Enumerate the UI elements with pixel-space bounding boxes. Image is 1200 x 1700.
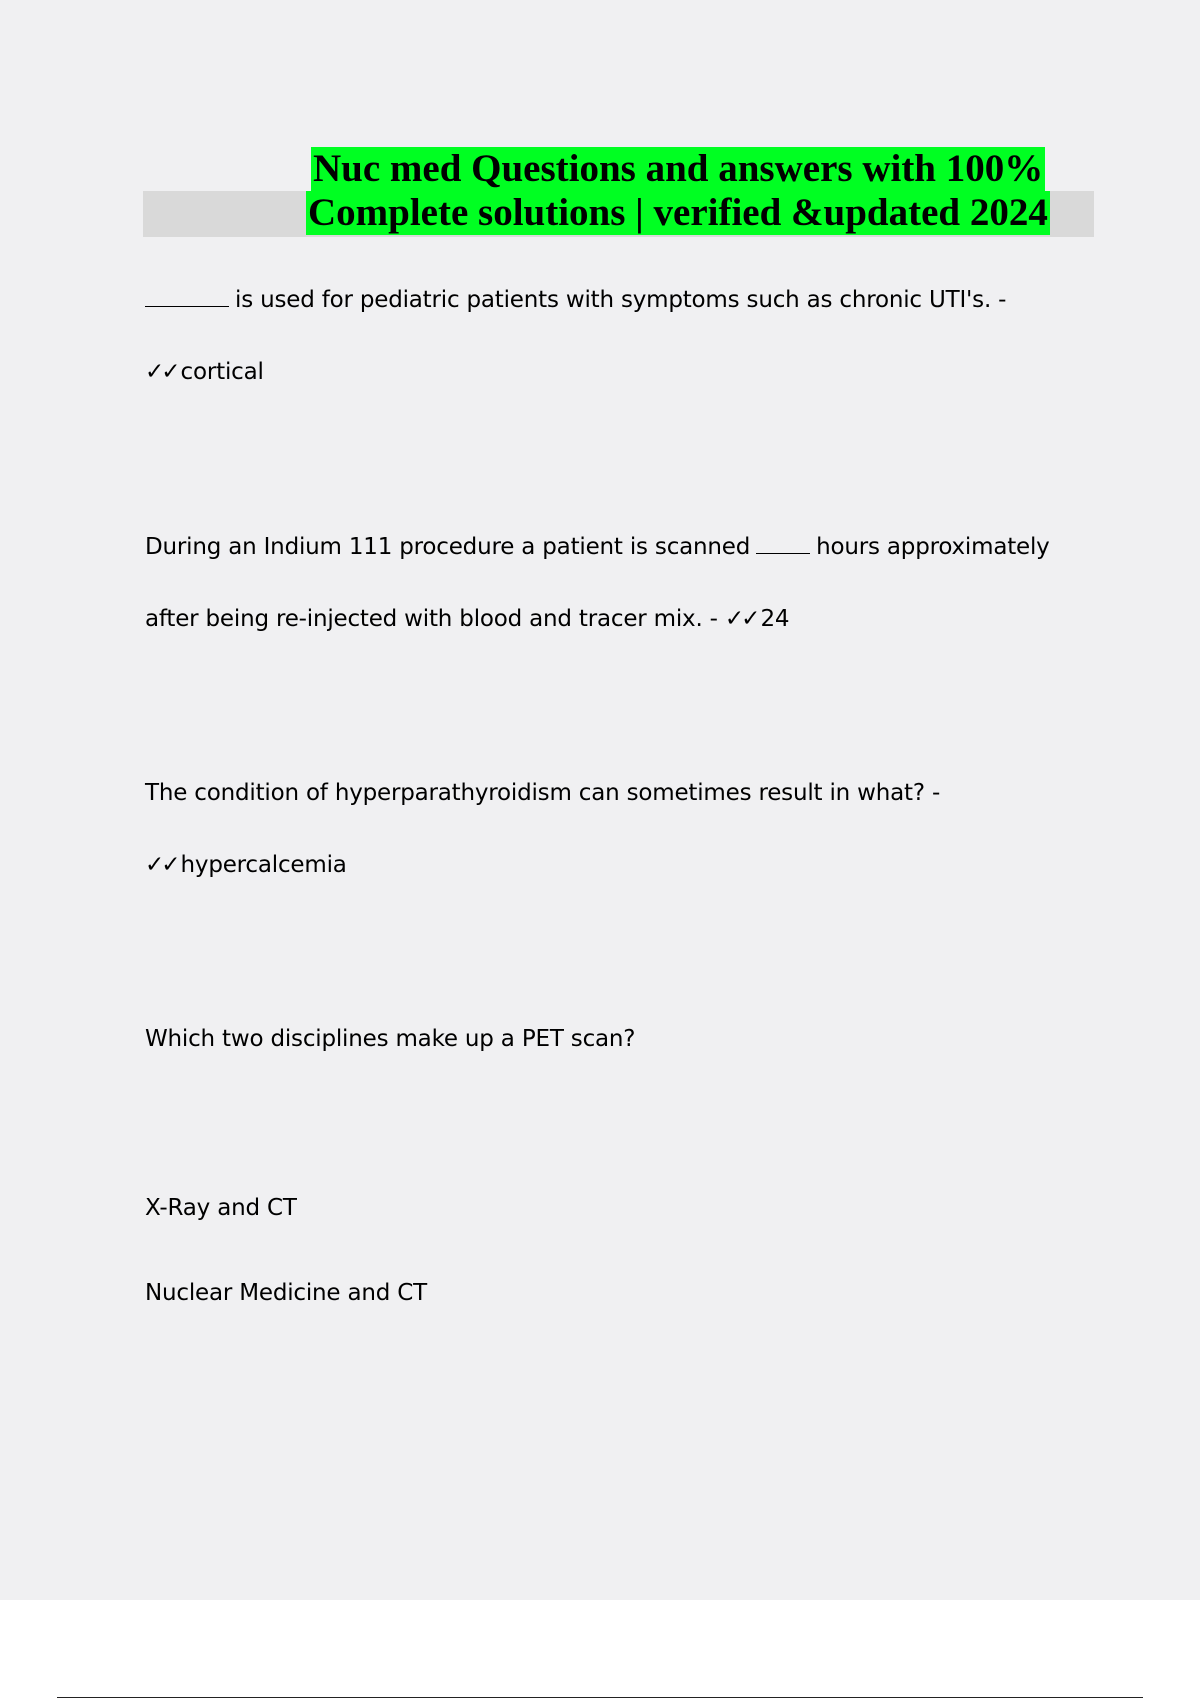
title-line-2: Complete solutions | verified &updated 2024 bbox=[308, 191, 1048, 234]
question-2-text-after: hours approximately bbox=[816, 534, 1050, 560]
question-2-line-1 bbox=[145, 533, 1050, 561]
question-3-text: The condition of hyperparathyroidism can sometimes result in what? - bbox=[145, 780, 941, 806]
question-2-line-2 bbox=[145, 605, 789, 633]
question-2-text-line-2: after being re-injected with blood and tracer mix. - bbox=[145, 606, 718, 632]
answer-1-text: cortical bbox=[180, 359, 264, 385]
answer-1 bbox=[145, 358, 264, 386]
fill-in-blank bbox=[756, 551, 810, 554]
option-2-text: Nuclear Medicine and CT bbox=[145, 1280, 427, 1306]
footer-divider bbox=[57, 1697, 1143, 1698]
question-3 bbox=[145, 779, 940, 807]
fill-in-blank bbox=[145, 304, 229, 307]
double-check-icon: ✓✓ bbox=[145, 852, 178, 878]
answer-3 bbox=[145, 851, 347, 879]
option-2 bbox=[145, 1279, 427, 1307]
question-1 bbox=[145, 286, 1006, 314]
question-1-text: is used for pediatric patients with symptoms such as chronic UTI's. - bbox=[235, 287, 1007, 313]
question-4-text: Which two disciplines make up a PET scan? bbox=[145, 1026, 636, 1052]
question-4 bbox=[145, 1025, 635, 1053]
document-title bbox=[308, 147, 1071, 235]
title-line-1: Nuc med Questions and answers with 100% bbox=[313, 147, 1044, 190]
double-check-icon: ✓✓ bbox=[145, 359, 178, 385]
answer-2-text: 24 bbox=[760, 606, 790, 632]
option-1-text: X-Ray and CT bbox=[145, 1195, 297, 1221]
question-2-text-before: During an Indium 111 procedure a patient is scanned bbox=[145, 534, 751, 560]
answer-3-text: hypercalcemia bbox=[180, 852, 347, 878]
double-check-icon: ✓✓ bbox=[724, 606, 758, 632]
option-1 bbox=[145, 1194, 297, 1222]
